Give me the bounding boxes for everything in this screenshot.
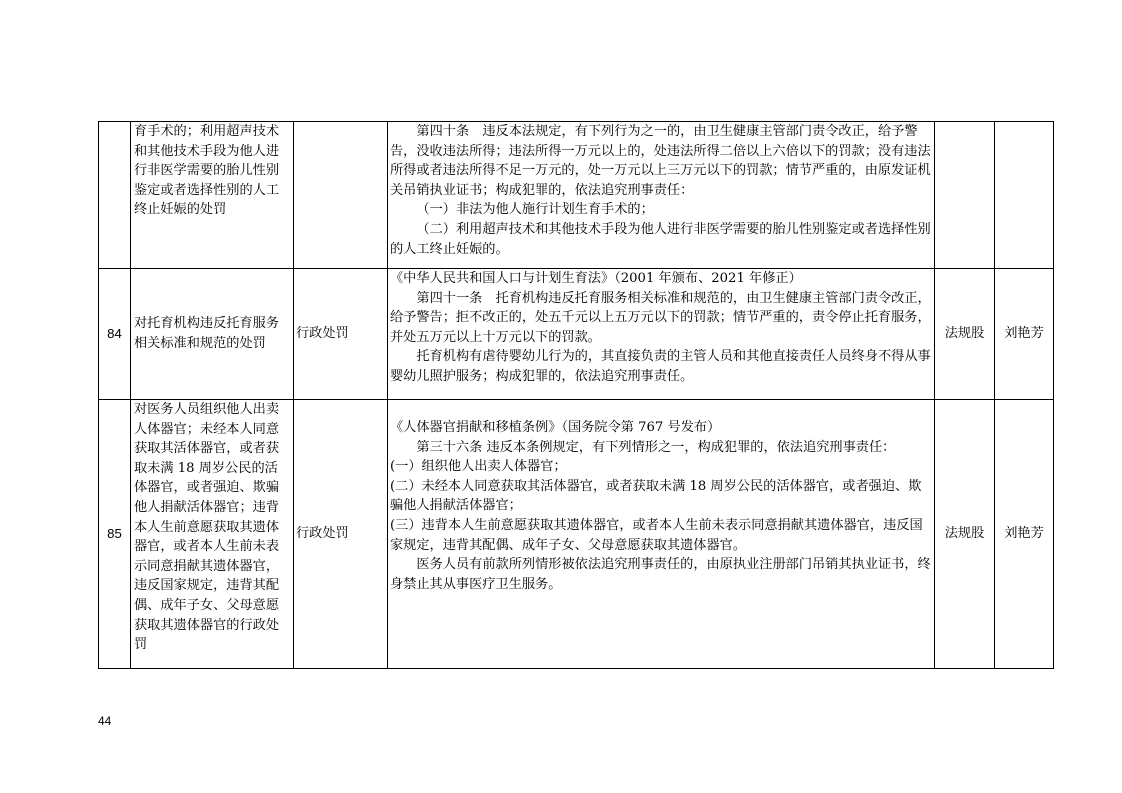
regulation-table bbox=[98, 121, 1054, 669]
row-number: 84 bbox=[99, 269, 131, 400]
basis-paragraph: (三）违背本人生前意愿获取其遗体器官，或者本人生前未表示同意捐献其遗体器官，违反国家规定，违背其配偶、成年子女、父母意愿获取其遗体器官。 bbox=[390, 517, 923, 553]
row-number: 85 bbox=[99, 400, 131, 669]
responsible-person: 刘艳芳 bbox=[995, 269, 1054, 400]
responsible-person bbox=[995, 122, 1054, 269]
basis-paragraph: 医务人员有前款所列情形被依法追究刑事责任的，由原执业注册部门吊销其执业证书，终身禁止其从事医疗卫生服务。 bbox=[390, 557, 931, 592]
table-row bbox=[99, 400, 1054, 669]
basis-paragraph: 第四十一条 托育机构违反托育服务相关标准和规范的，由卫生健康主管部门责令改正，给予警告；拒不改正的，处五千元以上五万元以下的罚款；情节严重的，责令停止托育服务，并处五万元以上十万元以下的罚款。 bbox=[390, 290, 931, 345]
table-row bbox=[99, 269, 1054, 400]
item-name: 对托育机构违反托育服务相关标准和规范的处罚 bbox=[131, 269, 294, 400]
responsible-dept: 法规股 bbox=[935, 400, 995, 669]
responsible-dept: 法规股 bbox=[935, 269, 995, 400]
responsible-dept bbox=[935, 122, 995, 269]
basis-paragraph: （二）利用超声技术和其他技术手段为他人进行非医学需要的胎儿性别鉴定或者选择性别的人工终止妊娠的。 bbox=[390, 221, 931, 257]
basis-paragraph: 托育机构有虐待婴幼儿行为的，其直接负责的主管人员和其他直接责任人员终身不得从事婴幼儿照护服务；构成犯罪的，依法追究刑事责任。 bbox=[390, 349, 931, 384]
basis-paragraph: (一）组织他人出卖人体器官； bbox=[390, 459, 567, 475]
row-number bbox=[99, 122, 131, 269]
item-type: 行政处罚 bbox=[294, 400, 388, 669]
item-name: 对医务人员组织他人出卖人体器官；未经本人同意获取其活体器官，或者获取未满 18 周岁公民的活体器官，或者强迫、欺骗他人捐献活体器官；违背本人生前意愿获取其遗体器官，或者本人生前未表示同意捐献其遗体器官，违反国家规定，违背其配偶、成年子女、父母意愿获取其遗体器官的行政处罚 bbox=[131, 400, 294, 669]
legal-basis bbox=[388, 122, 935, 269]
basis-paragraph: 第四十条 违反本法规定，有下列行为之一的，由卫生健康主管部门责令改正，给予警告，没收违法所得；违法所得一万元以上的，处违法所得二倍以上六倍以下的罚款；没有违法所得或者违法所得不足一万元的，处一万元以上三万元以下的罚款；情节严重的，由原发证机关吊销执业证书；构成犯罪的，依法追究刑事责任： bbox=[390, 124, 931, 198]
basis-paragraph: 《中华人民共和国人口与计划生育法》（2001 年颁布、2021 年修正） bbox=[390, 271, 802, 286]
item-type bbox=[294, 122, 388, 269]
basis-paragraph: (二）未经本人同意获取其活体器官，或者获取未满 18 周岁公民的活体器官，或者强迫、欺骗他人捐献活体器官； bbox=[390, 478, 922, 514]
legal-basis bbox=[388, 400, 935, 669]
legal-basis bbox=[388, 269, 935, 400]
basis-paragraph: 《人体器官捐献和移植条例》（国务院令第 767 号发布） bbox=[390, 420, 721, 435]
item-name: 育手术的；利用超声技术和其他技术手段为他人进行非医学需要的胎儿性别鉴定或者选择性别的人工终止妊娠的处罚 bbox=[131, 122, 294, 269]
item-type: 行政处罚 bbox=[294, 269, 388, 400]
responsible-person: 刘艳芳 bbox=[995, 400, 1054, 669]
basis-paragraph: 第三十六条 违反本条例规定，有下列情形之一，构成犯罪的，依法追究刑事责任： bbox=[416, 439, 896, 455]
table-row bbox=[99, 122, 1054, 269]
basis-paragraph: （一）非法为他人施行计划生育手术的； bbox=[416, 202, 654, 218]
page-number: 44 bbox=[98, 714, 112, 728]
